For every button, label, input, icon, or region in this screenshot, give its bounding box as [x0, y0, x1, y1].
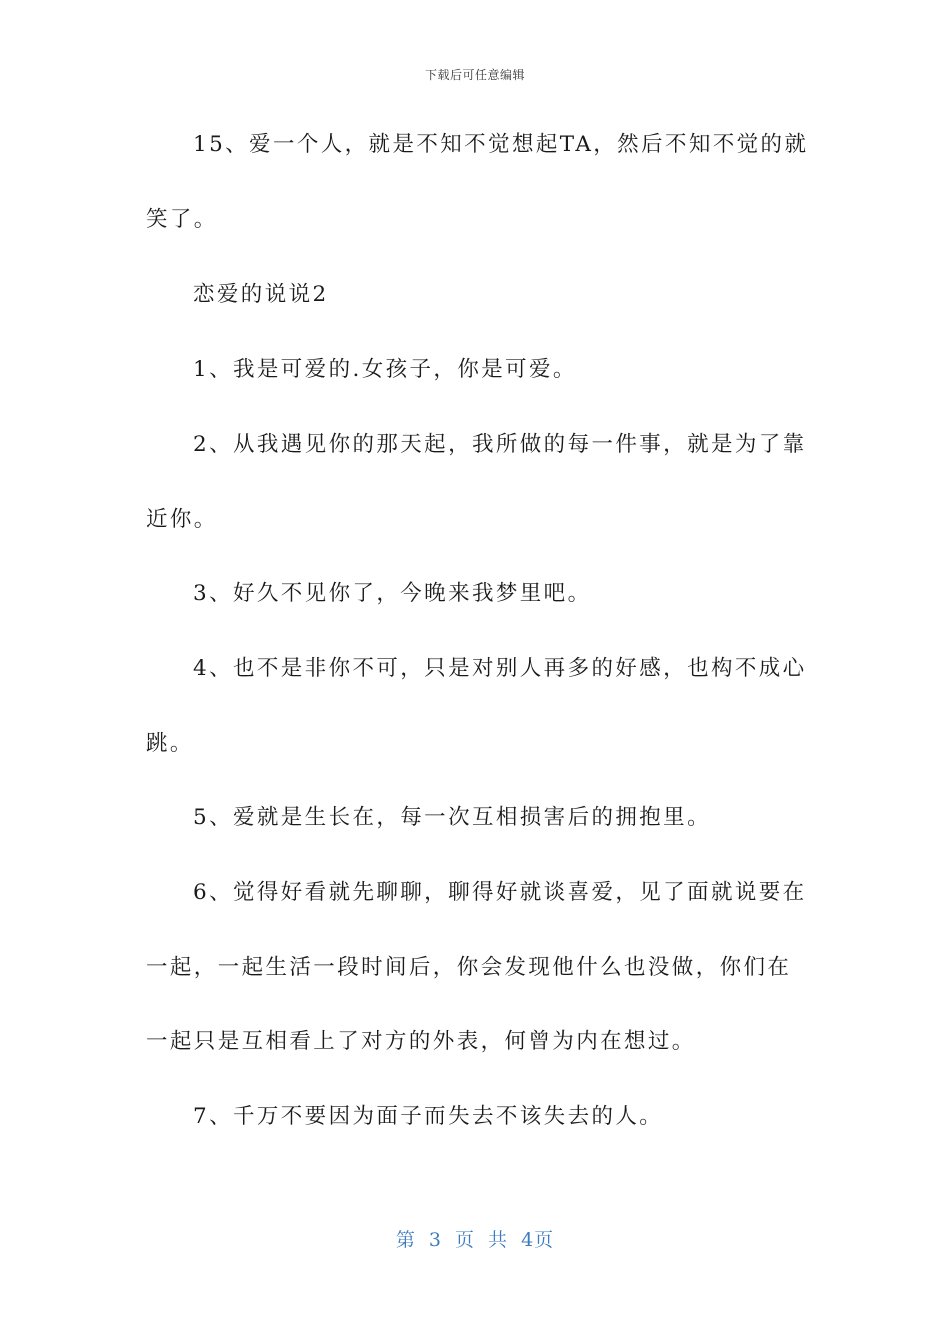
section-heading: 恋爱的说说2 — [193, 282, 329, 307]
paragraph-4-line-2: 跳。 — [146, 731, 194, 756]
paragraph-15-line-1: 15、爱一个人，就是不知不觉想起TA，然后不知不觉的就 — [193, 132, 809, 157]
header-note: 下载后可任意编辑 — [424, 68, 525, 82]
paragraph-6-line-2: 一起，一起生活一段时间后，你会发现他什么也没做，你们在 — [146, 955, 792, 980]
paragraph-4-line-1: 4、也不是非你不可，只是对别人再多的好感，也构不成心 — [193, 656, 807, 681]
paragraph-6-line-1: 6、觉得好看就先聊聊，聊得好就谈喜爱，见了面就说要在 — [193, 880, 807, 905]
paragraph-6-line-3: 一起只是互相看上了对方的外表，何曾为内在想过。 — [146, 1029, 696, 1054]
paragraph-1: 1、我是可爱的.女孩子，你是可爱。 — [193, 357, 577, 382]
paragraph-7: 7、千万不要因为面子而失去不该失去的人。 — [193, 1104, 664, 1129]
page-number: 第 3 页 共 4页 — [395, 1229, 555, 1251]
paragraph-2-line-2: 近你。 — [146, 507, 218, 532]
paragraph-5: 5、爱就是生长在，每一次互相损害后的拥抱里。 — [193, 805, 711, 830]
paragraph-2-line-1: 2、从我遇见你的那天起，我所做的每一件事，就是为了靠 — [193, 432, 807, 457]
paragraph-15-line-2: 笑了。 — [146, 207, 218, 232]
paragraph-3: 3、好久不见你了，今晚来我梦里吧。 — [193, 581, 592, 606]
